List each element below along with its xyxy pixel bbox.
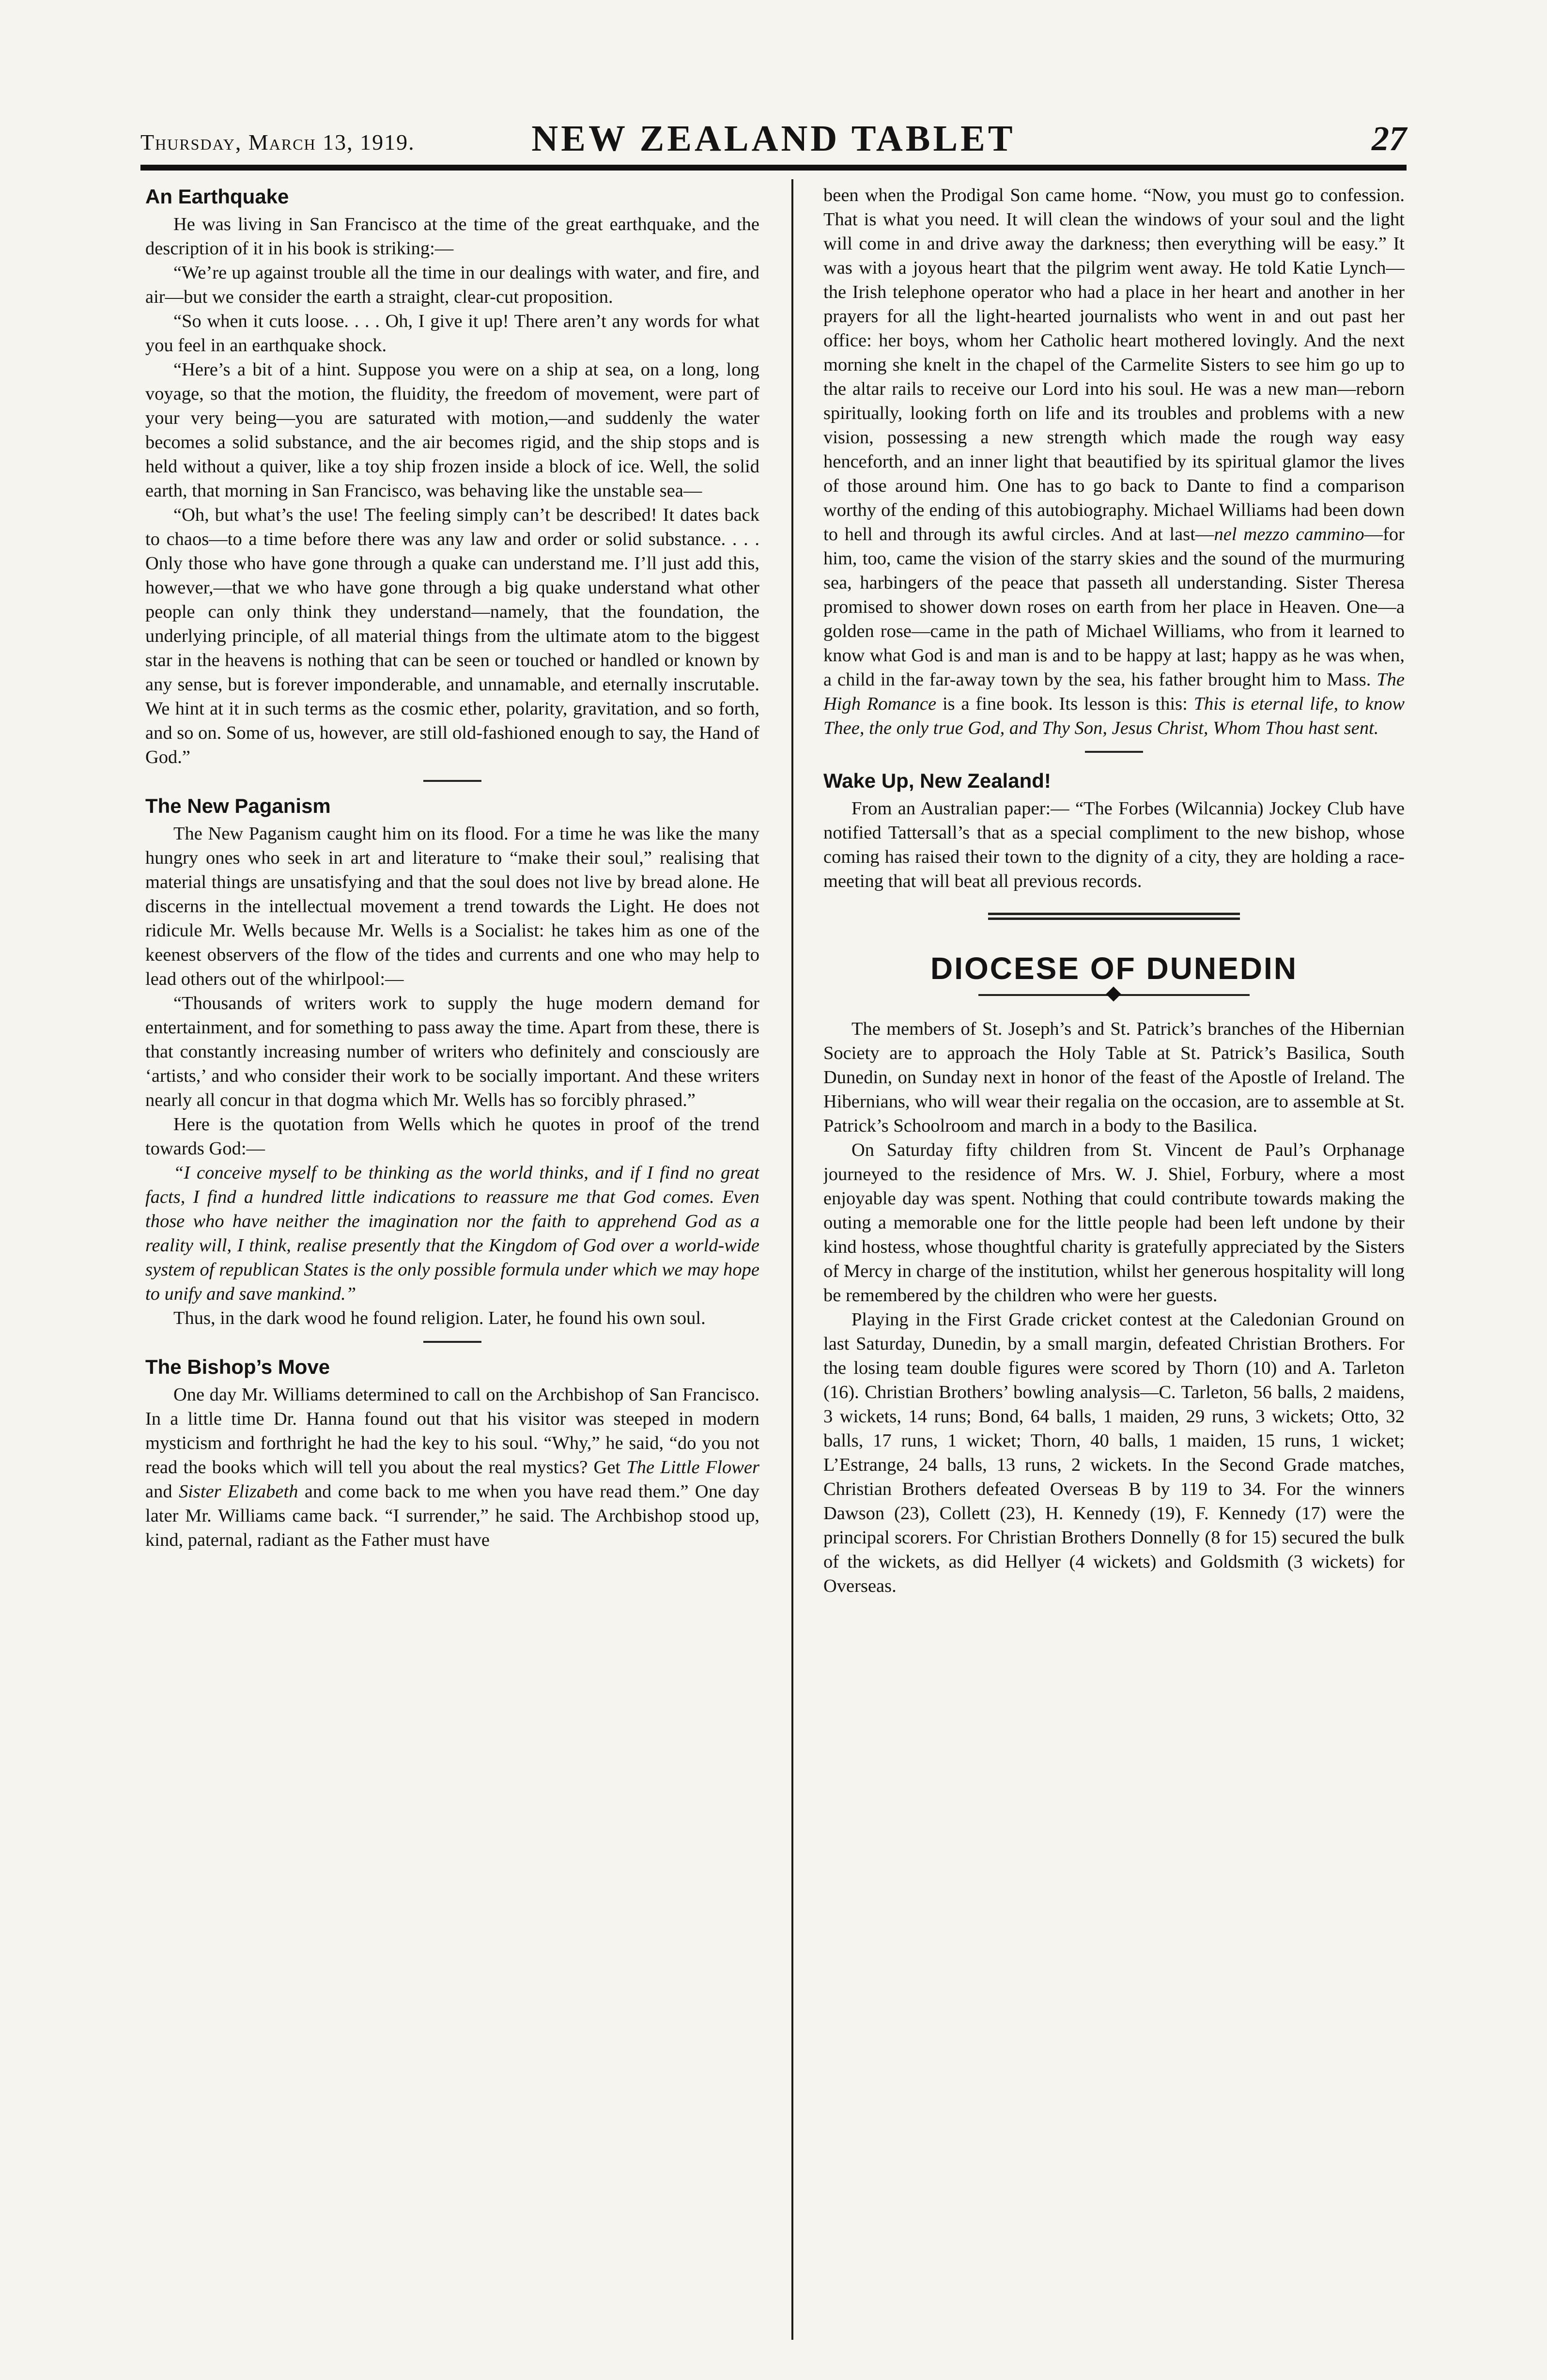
latin-phrase: nel mezzo cammino [1214, 524, 1364, 544]
paragraph: From an Australian paper:— “The Forbes (Wilcannia) Jockey Club have notified Tattersall’s that as a special compliment to the new bishop, whose coming has raised their town to the dignity of a city, they are holding a race-meeting that will beat all previous records. [823, 798, 1405, 891]
text-run: is a fine book. Its lesson is this: [936, 694, 1194, 714]
paragraph: “So when it cuts loose. . . . Oh, I give it up! There aren’t any words for what you feel in an earthquake shock. [145, 311, 759, 356]
column-divider [791, 179, 793, 2340]
masthead [140, 102, 1407, 171]
heading-wake-up: Wake Up, New Zealand! [823, 769, 1051, 792]
paragraph [145, 1383, 759, 1552]
paragraph [823, 183, 1405, 740]
paragraph: The members of St. Joseph’s and St. Patrick’s branches of the Hibernian Society are to approach the Holy Table at St. Patrick’s Basilica, South Dunedin, on Sunday next in honor of the feast of the Apostle of Ireland. The Hibernians, who will wear their regalia on the occasion, are to assemble at St. Patrick’s Schoolroom and march in a body to the Basilica. [823, 1019, 1405, 1136]
heading-new-paganism: The New Paganism [145, 794, 331, 817]
double-rule [988, 913, 1240, 920]
book-title: The High Romance [823, 669, 1405, 714]
paragraph: “Oh, but what’s the use! The feeling simply can’t be described! It dates back to chaos—to a time before there was any law and order or solid substance. . . . Only those who have gone through a quake can understand me. I’ll just add this, however,—that we who have gone through a big quake understand what other people can only think they understand—namely, that the foundation, the underlying principle, of all material things from the ultimate atom to the biggest star in the heavens is nothing that can be seen or touched or handled or known by any sense, but is forever imponderable, and unnamable, and eternally inscrutable. We hint at it in such terms as the cosmic ether, polarity, gravitation, and so forth, and so on. Some of us, however, are still old-fashioned enough to say, the Hand of God.” [145, 505, 759, 767]
diamond-rule [978, 988, 1250, 1002]
paragraph: Playing in the First Grade cricket contest at the Caledonian Ground on last Saturday, Dunedin, by a small margin, defeated Christian Brothers. For the losing team double figures were scored by Thorn (10) and A. Tarleton (16). Christian Brothers’ bowling analysis—C. Tarleton, 56 balls, 2 maidens, 3 wickets, 14 runs; Bond, 64 balls, 1 maiden, 29 runs, 3 wickets; Otto, 32 balls, 17 runs, 1 wicket; Thorn, 40 balls, 1 maiden, 15 runs, 1 wicket; L’Estrange, 24 balls, 13 runs, 2 wickets. In the Second Grade matches, Christian Brothers defeated Overseas B by 119 to 34. For the winners Dawson (23), Collett (23), H. Kennedy (19), F. Kennedy (17) were the principal scorers. For Christian Brothers Donnelly (8 for 15) secured the bulk of the wickets, as did Hellyer (4 wickets) and Goldsmith (3 wickets) for Overseas. [823, 1309, 1405, 1596]
publication-title: NEW ZEALAND TABLET [531, 118, 1016, 159]
lesson-quote: This is eternal life, to know Thee, the only true God, and Thy Son, Jesus Christ, Whom Thou hast sent. [823, 694, 1405, 738]
text-run: been when the Prodigal Son came home. “Now, you must go to confession. That is what you need. It will clean the windows of your soul and the light will come in and drive away the darkness; then everything will be easy.” It was with a joyous heart that the pilgrim went away. He told Katie Lynch—the Irish telephone operator who had a place in her heart and another in her prayers for all the light-hearted journalists who went in and out past her office: her boys, whom her Catholic heart mothered lovingly. And the next morning she knelt in the chapel of the Carmelite Sisters to see him go up to the altar rails to receive our Lord into his soul. He was a new man—reborn spiritually, looking forth on life and its troubles and problems with a new vision, possessing a new strength which made the rough way easy henceforth, and an inner light that beautified by its spiritual glamor the lives of those around him. One has to go back to Dante to find a comparison worthy of the ending of this autobiography. Michael Williams had been down to hell and through its awful circles. And at last— [823, 185, 1405, 544]
heading-earthquake: An Earthquake [145, 185, 289, 208]
section-rule [1085, 751, 1143, 753]
paragraph: “Thousands of writers work to supply the huge modern demand for entertainment, and for something to pass away the time. Apart from these, there is that constantly increasing number of writers who definitely and consciously are ‘artists,’ and who consider their work to be socially important. And these writers nearly all concur in that dogma which Mr. Wells has so forcibly phrased.” [145, 993, 759, 1110]
book-title: Sister Elizabeth [178, 1481, 298, 1502]
paragraph: Here is the quotation from Wells which he quotes in proof of the trend towards God:— [145, 1114, 759, 1159]
paragraph: “We’re up against trouble all the time in our dealings with water, and fire, and air—but we consider the earth a straight, clear-cut proposition. [145, 263, 759, 307]
paragraph: He was living in San Francisco at the time of the great earthquake, and the description of it in his book is striking:— [145, 214, 759, 259]
paragraph: The New Paganism caught him on its flood. For a time he was like the many hungry ones who seek in art and literature to “make their soul,” realising that material things are unsatisfying and that the soul does not live by bread alone. He discerns in the intellectual movement a trend towards the Light. He does not ridicule Mr. Wells because Mr. Wells is a Socialist: he takes him as one of the keenest observers of the flow of the tides and currents and one who may help to lead others out of the whirlpool:— [145, 824, 759, 989]
paragraph: On Saturday fifty children from St. Vincent de Paul’s Orphanage journeyed to the residence of Mrs. W. J. Shiel, Forbury, where a most enjoyable day was spent. Nothing that could contribute towards making the outing a memorable one for the little people had been left undone by their kind hostess, whose thoughtful charity is gratefully appreciated by the Sisters of Mercy in charge of the institution, whilst her generous hospitality will long be remembered by the children who were her guests. [823, 1140, 1405, 1306]
italic-quote: “I conceive myself to be thinking as the world thinks, and if I find no great facts, I find a hundred little indications to reassure me that God comes. Even those who have neither the imagination nor the faith to apprehend God as a reality will, I think, realise presently that the Kingdom of God over a world-wide system of republican States is the only possible formula under which we may hope to unify and save mankind.” [145, 1163, 759, 1304]
heading-bishops-move: The Bishop’s Move [145, 1355, 330, 1378]
left-column [145, 183, 759, 2344]
issue-date: Thursday, March 13, 1919. [140, 130, 415, 155]
right-column [823, 183, 1405, 2344]
text-run: and [145, 1481, 179, 1502]
text-run: One day Mr. Williams determined to call on the Archbishop of San Francisco. In a little time Dr. Hanna found out that his visitor was steeped in modern mysticism and forthright he had the key to his soul. “Why,” he said, “do you not read the books which will tell you about the real mystics? Get [145, 1384, 759, 1478]
paragraph: Thus, in the dark wood he found religion. Later, he found his own soul. [173, 1308, 706, 1328]
book-title: The Little Flower [626, 1457, 759, 1478]
section-rule [423, 1341, 481, 1343]
heading-diocese-of-dunedin: DIOCESE OF DUNEDIN [930, 951, 1298, 986]
section-rule [423, 780, 481, 782]
page-number: 27 [1372, 119, 1407, 158]
wells-quotation [145, 1161, 759, 1306]
text-run: —for him, too, came the vision of the starry skies and the sound of the murmuring sea, harbingers of the peace that passeth all understanding. Sister Theresa promised to shower down roses on earth from her place in Heaven. One—a golden rose—came in the path of Michael Williams, who from it learned to know what God is and man is and to be happy at last; happy as he was when, a child in the far-away town by the sea, his father brought him to Mass. [823, 524, 1405, 690]
paragraph: “Here’s a bit of a hint. Suppose you were on a ship at sea, on a long, long voyage, so that the motion, the fluidity, the freedom of movement, were part of your very being—you are saturated with motion,—and suddenly the water becomes a solid substance, and the air becomes rigid, and the ship stops and is held without a quiver, like a toy ship frozen inside a block of ice. Well, the solid earth, that morning in San Francisco, was behaving like the unstable sea— [145, 359, 759, 501]
text-run: and come back to me when you have read them.” One day later Mr. Williams came back. “I surrender,” he said. The Archbishop stood up, kind, paternal, radiant as the Father must have [145, 1481, 759, 1550]
